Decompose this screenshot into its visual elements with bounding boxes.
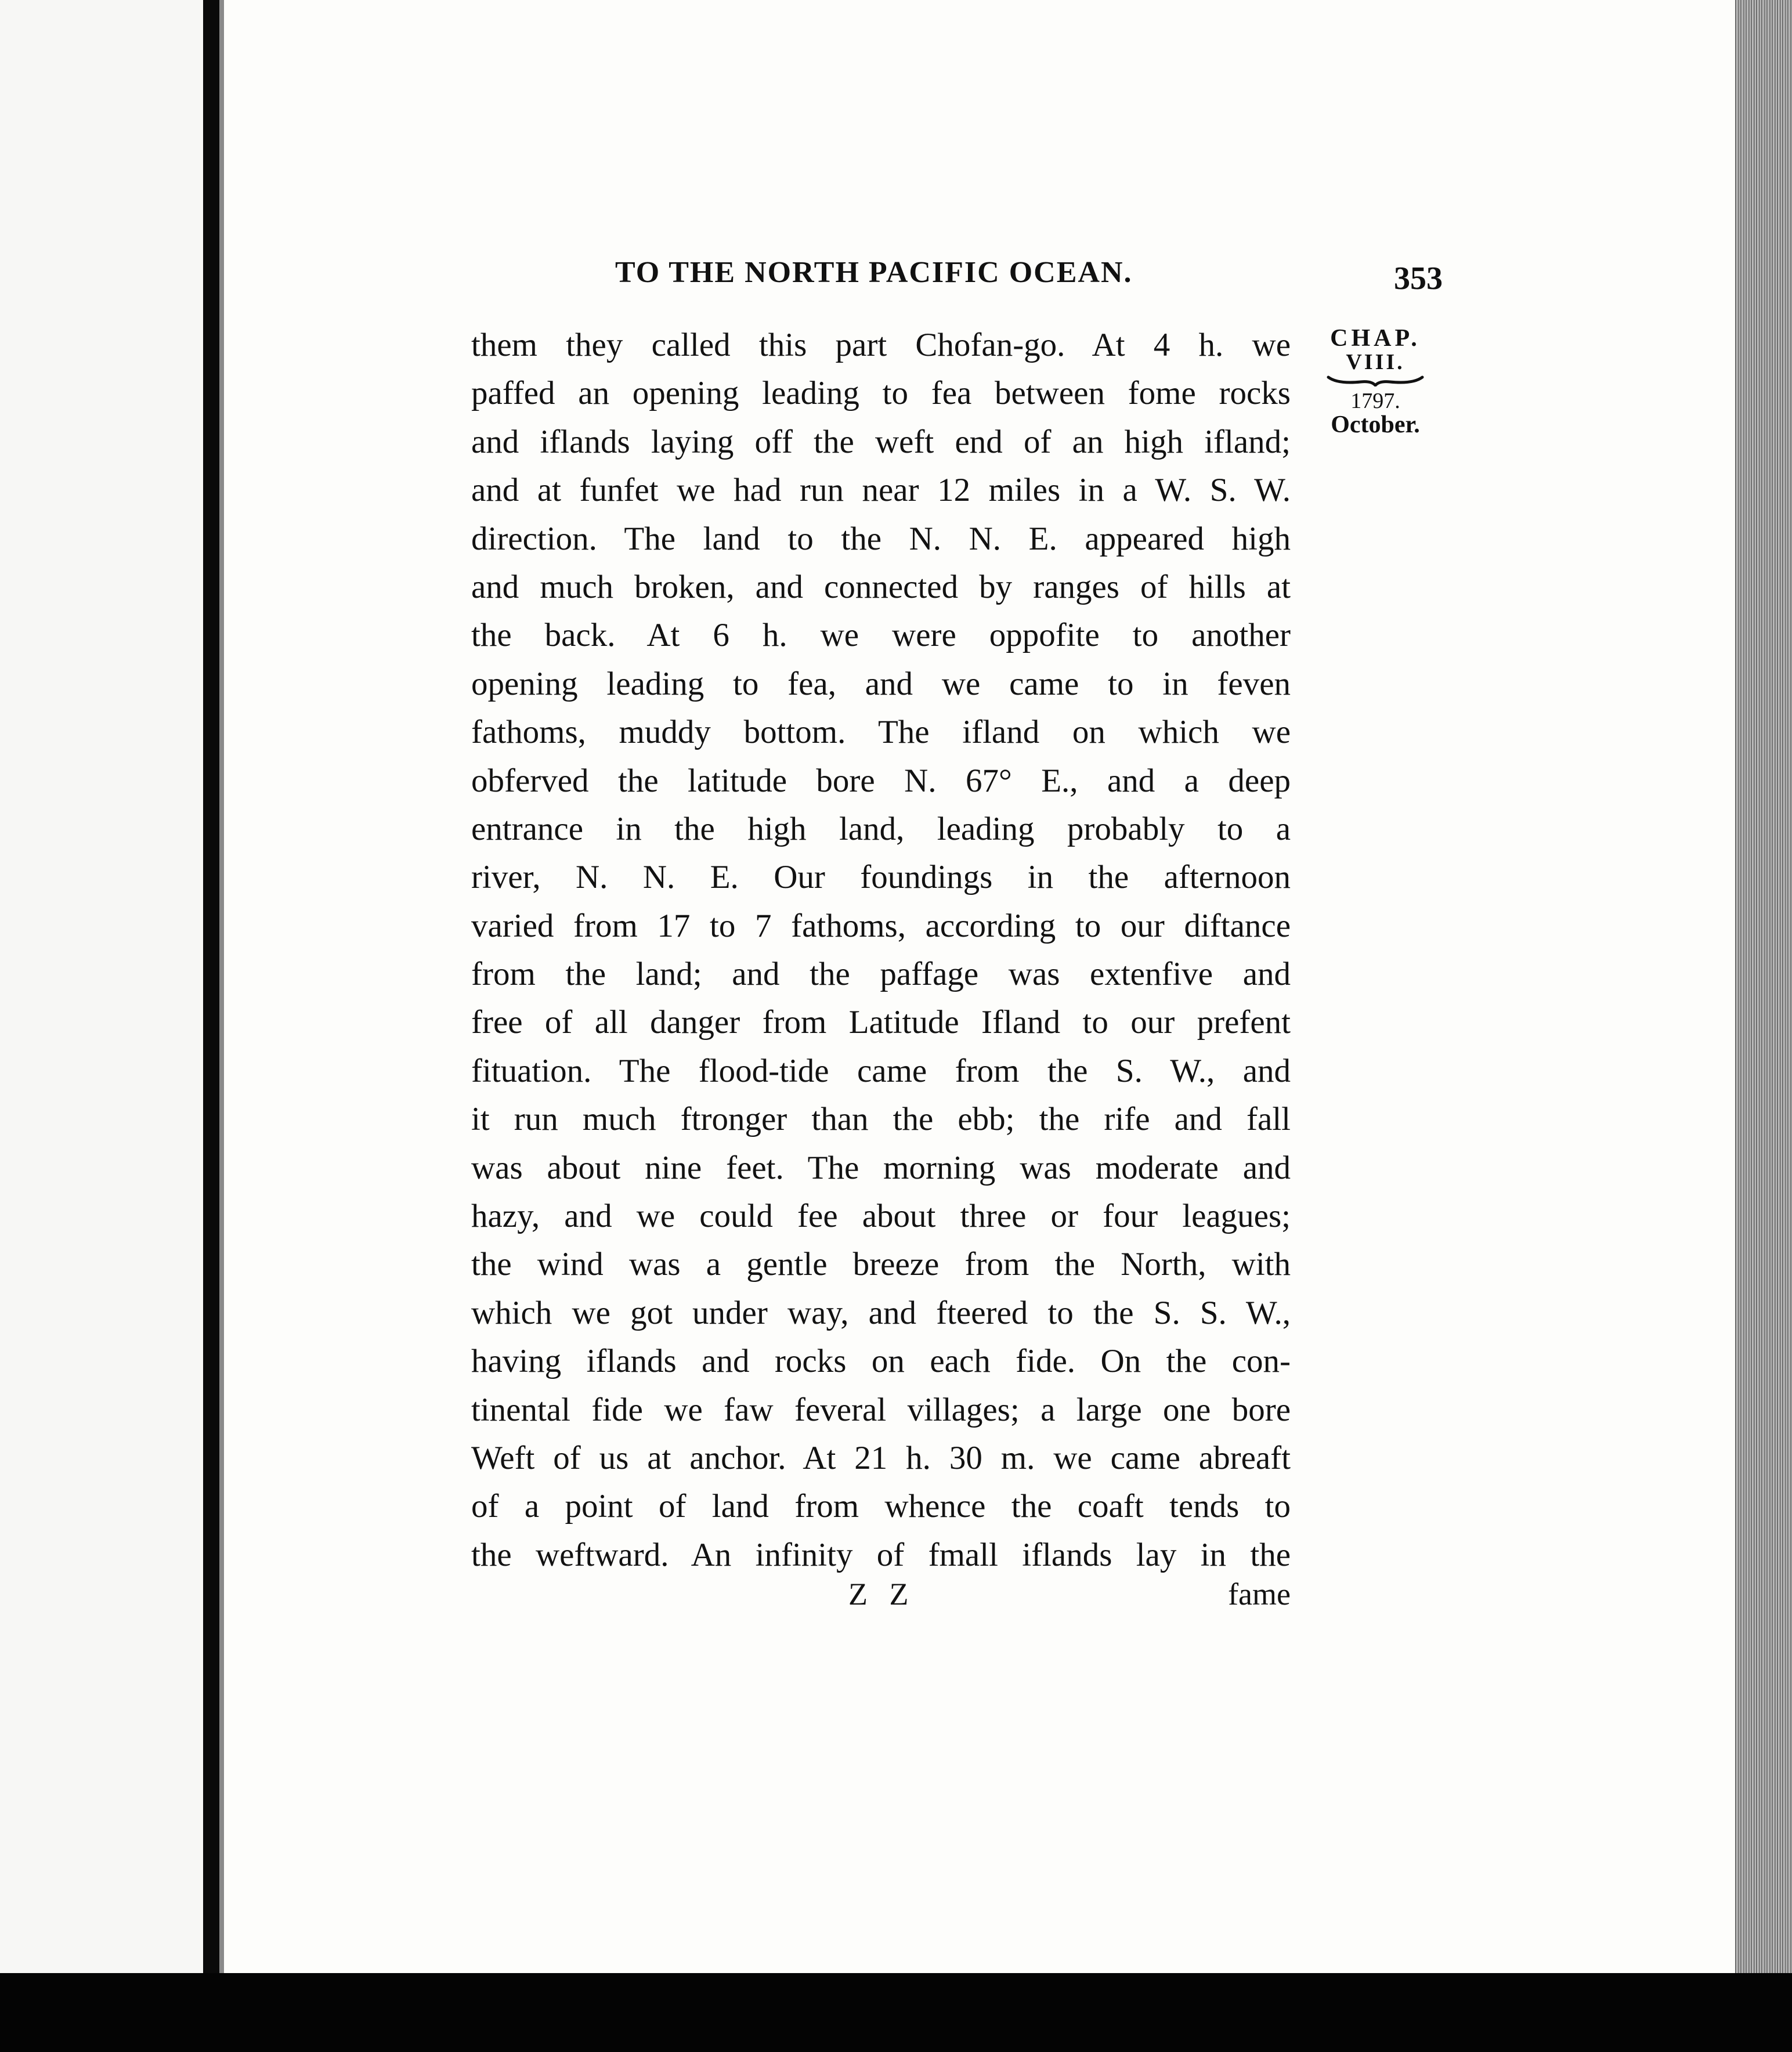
page-number: 353 [1394,261,1443,297]
text-line: which we got under way, and fteered to the S. S. W., [471,1294,1291,1331]
text-line: river, N. N. E. Our foundings in the afternoon [471,859,1291,896]
signature-mark: Z Z [848,1577,916,1612]
catchword: fame [1228,1577,1291,1612]
text-line: the back. At 6 h. we were oppofite to another [471,617,1291,654]
bottom-border [0,1973,1792,2052]
text-line: having iflands and rocks on each fide. On the con- [471,1343,1291,1380]
text-line: fituation. The flood-tide came from the S. W., and [471,1052,1291,1089]
text-line: opening leading to fea, and we came to in feven [471,665,1291,702]
text-line: from the land; and the paffage was extenfive and [471,956,1291,993]
text-line: hazy, and we could fee about three or four leagues; [471,1198,1291,1235]
text-line: of a point of land from whence the coaft tends to [471,1488,1291,1525]
text-line: and at funfet we had run near 12 miles in a W. S. W. [471,472,1291,509]
text-line: them they called this part Chofan-go. At 4 h. we [471,327,1291,363]
text-line: entrance in the high land, leading probably to a [471,810,1291,847]
text-line: paffed an opening leading to fea between fome rocks [471,375,1291,412]
text-line: and iflands laying off the weft end of an high ifland; [471,423,1291,460]
text-line: Weft of us at anchor. At 21 h. 30 m. we came abreaft [471,1439,1291,1476]
text-line: tinental fide we faw feveral villages; a large one bore [471,1391,1291,1428]
text-line: and much broken, and connected by ranges of hills at [471,568,1291,605]
page-footer [471,1576,1291,1623]
chapter-label: CHAP. [1330,325,1421,352]
margin-note [1317,325,1433,438]
book-gutter [203,0,219,1990]
brace-ornament [1326,374,1425,386]
chapter-number: VIII. [1346,350,1405,374]
gutter-shadow [219,0,224,1985]
text-line: the wind was a gentle breeze from the North, with [471,1246,1291,1283]
text-line: was about nine feet. The morning was moderate and [471,1149,1291,1186]
text-line: obferved the latitude bore N. 67° E., and a deep [471,762,1291,799]
left-page-edge [0,0,203,1985]
text-line: fathoms, muddy bottom. The ifland on which we [471,714,1291,751]
text-line: direction. The land to the N. N. E. appeared high [471,520,1291,557]
running-header: TO THE NORTH PACIFIC OCEAN. [615,256,1133,289]
page-stack-edge [1735,0,1792,1973]
text-line: varied from 17 to 7 fathoms, according to our diftance [471,907,1291,944]
margin-year: 1797. [1350,389,1400,413]
text-line: it run much ftronger than the ebb; the rife and fall [471,1101,1291,1138]
margin-month: October. [1331,411,1420,438]
text-line: the weftward. An infinity of fmall iflands lay in the [471,1536,1291,1573]
text-line: free of all danger from Latitude Ifland to our prefent [471,1004,1291,1041]
body-text [471,321,1291,1579]
